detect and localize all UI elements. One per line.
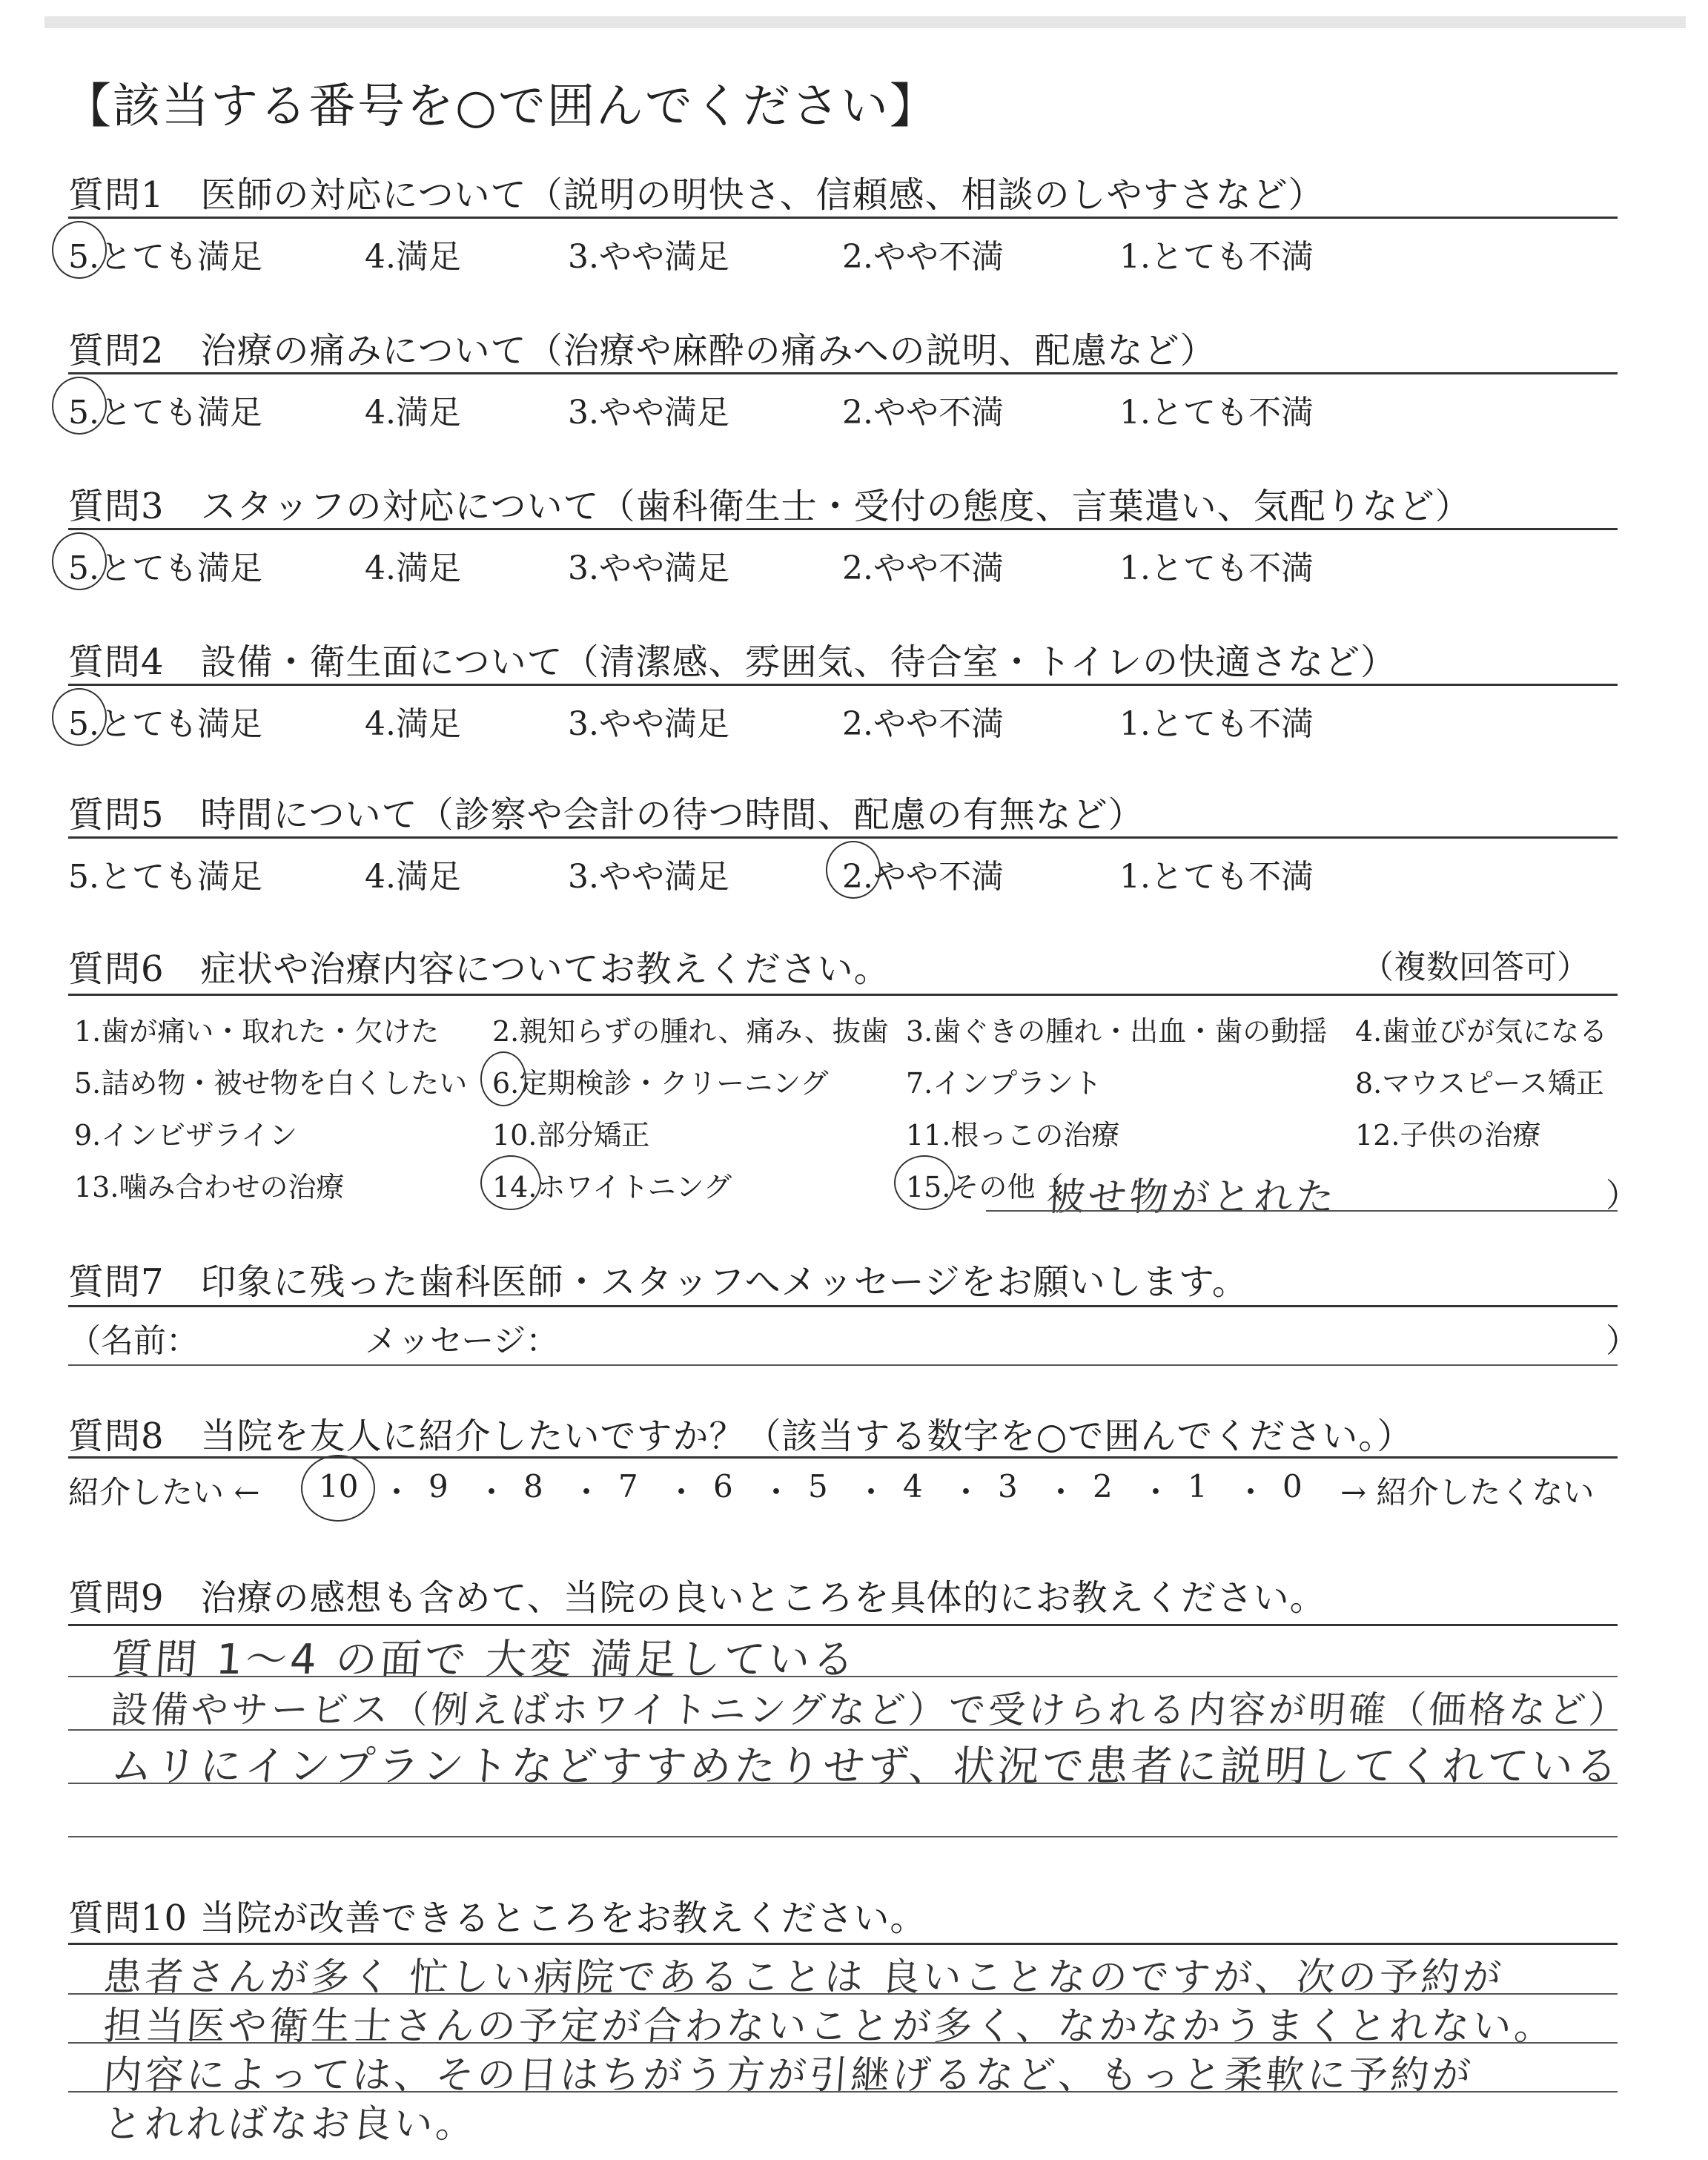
q2-option-3[interactable]: 3.やや満足 — [568, 394, 729, 432]
q6-selected-circle-6 — [480, 1051, 526, 1106]
q4-rule — [68, 684, 1618, 686]
q5-option-5[interactable]: 5.とても満足 — [68, 858, 262, 896]
q8-left-label: 紹介したい ← — [68, 1474, 260, 1510]
q1-option-2[interactable]: 2.やや不満 — [842, 238, 1004, 276]
q2-option-4[interactable]: 4.満足 — [365, 394, 461, 432]
q3-selected-circle — [52, 532, 107, 590]
q5-option-3[interactable]: 3.やや満足 — [568, 858, 729, 896]
q8-right-label: → 紹介したくない — [1340, 1474, 1595, 1510]
q8-separator: ・ — [571, 1474, 603, 1510]
q9-ruled-line — [68, 1729, 1618, 1731]
q4-option-2[interactable]: 2.やや不満 — [842, 705, 1004, 743]
q5-title: 質問5 時間について（診察や会計の待つ時間、配慮の有無など） — [68, 794, 1145, 836]
q6-item-14[interactable]: 14.ホワイトニング — [492, 1171, 732, 1203]
q6-item-10[interactable]: 10.部分矯正 — [492, 1119, 650, 1152]
q8-scale-2[interactable]: 2 — [1093, 1468, 1113, 1505]
q7-rule — [68, 1305, 1618, 1307]
q4-selected-circle — [52, 688, 107, 746]
q8-scale-7[interactable]: 7 — [618, 1468, 638, 1505]
q10-answer-line-2: 担当医や衛生士さんの予定が合わないことが多く、なかなかうまくとれない。 — [102, 2004, 1558, 2049]
q9-rule — [68, 1624, 1618, 1626]
q8-scale-10[interactable]: 10 — [319, 1468, 359, 1505]
q9-answer-line-1: 質問 1～4 の面で 大変 満足している — [109, 1636, 859, 1684]
q7-message-label: メッセージ： — [365, 1322, 559, 1360]
q5-option-1[interactable]: 1.とても不満 — [1119, 858, 1314, 896]
q5-selected-circle — [826, 841, 881, 899]
q8-scale-0[interactable]: 0 — [1282, 1468, 1302, 1505]
q6-item-7[interactable]: 7.インプラント — [906, 1067, 1102, 1100]
q3-option-5[interactable]: 5.とても満足 — [68, 549, 262, 587]
q8-separator: ・ — [1235, 1474, 1267, 1510]
q1-option-5[interactable]: 5.とても満足 — [68, 238, 262, 276]
q8-separator: ・ — [381, 1474, 413, 1510]
q10-answer-line-3: 内容によっては、その日はちがう方が引継げるなど、もっと柔軟に予約が — [102, 2053, 1475, 2098]
q2-title: 質問2 治療の痛みについて（治療や麻酔の痛みへの説明、配慮など） — [68, 330, 1217, 371]
scan-top-edge — [44, 16, 1686, 28]
q6-close-paren: ） — [1606, 1177, 1638, 1215]
page-header: 【該当する番号を○で囲んでください】 — [64, 79, 939, 134]
q8-separator: ・ — [1140, 1474, 1172, 1510]
q6-item-11[interactable]: 11.根っこの治療 — [906, 1119, 1120, 1152]
q8-scale-8[interactable]: 8 — [523, 1468, 543, 1505]
q10-title: 質問10 当院が改善できるところをお教えください。 — [68, 1898, 927, 1939]
q1-option-1[interactable]: 1.とても不満 — [1119, 238, 1314, 276]
q2-option-5[interactable]: 5.とても満足 — [68, 394, 262, 432]
q2-option-1[interactable]: 1.とても不満 — [1119, 394, 1314, 432]
q1-option-4[interactable]: 4.満足 — [365, 238, 461, 276]
q9-title: 質問9 治療の感想も含めて、当院の良いところを具体的にお教えください。 — [68, 1577, 1326, 1619]
q5-rule — [68, 836, 1618, 839]
q6-item-4[interactable]: 4.歯並びが気になる — [1355, 1015, 1608, 1048]
q6-item-3[interactable]: 3.歯ぐきの腫れ・出血・歯の動揺 — [906, 1015, 1328, 1048]
q8-separator: ・ — [855, 1474, 887, 1510]
q3-title: 質問3 スタッフの対応について（歯科衛生士・受付の態度、言葉遣い、気配りなど） — [68, 486, 1472, 527]
q8-separator: ・ — [761, 1474, 792, 1510]
q4-title: 質問4 設備・衛生面について（清潔感、雰囲気、待合室・トイレの快適さなど） — [68, 641, 1397, 683]
q8-scale-1[interactable]: 1 — [1188, 1468, 1208, 1505]
q5-option-4[interactable]: 4.満足 — [365, 858, 461, 896]
q3-rule — [68, 528, 1618, 530]
q8-scale-4[interactable]: 4 — [903, 1468, 923, 1505]
q7-name-label: （名前： — [68, 1322, 199, 1360]
q6-rule — [68, 994, 1618, 996]
q6-title: 質問6 症状や治療内容についてお教えください。 — [68, 948, 890, 990]
q4-option-1[interactable]: 1.とても不満 — [1119, 705, 1314, 743]
q8-separator: ・ — [1045, 1474, 1077, 1510]
q6-item-5[interactable]: 5.詰め物・被せ物を白くしたい — [74, 1067, 468, 1100]
q1-title: 質問1 医師の対応について（説明の明快さ、信頼感、相談のしやすさなど） — [68, 174, 1325, 216]
q1-rule — [68, 217, 1618, 219]
q4-option-5[interactable]: 5.とても満足 — [68, 705, 262, 743]
q9-ruled-line — [68, 1836, 1618, 1837]
q2-selected-circle — [52, 377, 107, 435]
q6-item-2[interactable]: 2.親知らずの腫れ、痛み、抜歯 — [492, 1015, 889, 1048]
q1-option-3[interactable]: 3.やや満足 — [568, 238, 729, 276]
q6-item-9[interactable]: 9.インビザライン — [74, 1119, 298, 1152]
q6-other-line — [986, 1210, 1618, 1212]
q8-separator: ・ — [950, 1474, 982, 1510]
q7-close-paren: ） — [1606, 1322, 1638, 1360]
q6-item-1[interactable]: 1.歯が痛い・取れた・欠けた — [74, 1015, 440, 1048]
q10-answer-line-1: 患者さんが多く 忙しい病院であることは 良いことなのですが、次の予約が — [102, 1955, 1506, 2000]
q6-selected-circle-14 — [480, 1155, 541, 1210]
q8-rule — [68, 1456, 1618, 1459]
q6-selected-circle-15 — [894, 1155, 955, 1210]
q9-answer-line-2: 設備やサービス（例えばホワイトニングなど）で受けられる内容が明確（価格など） — [109, 1688, 1631, 1731]
q3-option-2[interactable]: 2.やや不満 — [842, 549, 1004, 587]
q4-option-4[interactable]: 4.満足 — [365, 705, 461, 743]
q7-title: 質問7 印象に残った歯科医師・スタッフへメッセージをお願いします。 — [68, 1261, 1248, 1303]
q6-item-8[interactable]: 8.マウスピース矯正 — [1355, 1067, 1604, 1100]
q3-option-4[interactable]: 4.満足 — [365, 549, 461, 587]
q10-rule — [68, 1943, 1618, 1945]
q9-answer-line-3: ムリにインプラントなどすすめたりせず、状況で患者に説明してくれている — [109, 1743, 1623, 1791]
q6-item-13[interactable]: 13.噛み合わせの治療 — [74, 1171, 345, 1203]
q8-separator: ・ — [666, 1474, 698, 1510]
q6-item-6[interactable]: 6.定期検診・クリーニング — [492, 1067, 829, 1100]
q8-selected-circle — [301, 1455, 375, 1522]
q8-scale-9[interactable]: 9 — [428, 1468, 448, 1505]
q8-scale-5[interactable]: 5 — [808, 1468, 828, 1505]
q5-option-2[interactable]: 2.やや不満 — [842, 858, 1004, 896]
q7-answer-line — [68, 1364, 1618, 1366]
q8-scale-6[interactable]: 6 — [713, 1468, 733, 1505]
q6-other-handwritten: 被せ物がとれた — [1045, 1175, 1339, 1220]
q8-scale-3[interactable]: 3 — [998, 1468, 1018, 1505]
q1-selected-circle — [52, 221, 107, 279]
q2-rule — [68, 372, 1618, 374]
q6-note: （複数回答可） — [1361, 948, 1589, 986]
q8-separator: ・ — [476, 1474, 508, 1510]
q8-title: 質問8 当院を友人に紹介したいですか？（該当する数字を○で囲んでください。） — [68, 1416, 1414, 1457]
q9-ruled-line — [68, 1783, 1618, 1784]
q3-option-1[interactable]: 1.とても不満 — [1119, 549, 1314, 587]
q6-item-15[interactable]: 15.その他（ — [906, 1171, 1064, 1203]
q10-answer-line-4: とれればなお良い。 — [102, 2102, 479, 2147]
q4-option-3[interactable]: 3.やや満足 — [568, 705, 729, 743]
q3-option-3[interactable]: 3.やや満足 — [568, 549, 729, 587]
q2-option-2[interactable]: 2.やや不満 — [842, 394, 1004, 432]
q6-item-12[interactable]: 12.子供の治療 — [1355, 1119, 1541, 1152]
q9-ruled-line — [68, 1676, 1618, 1677]
